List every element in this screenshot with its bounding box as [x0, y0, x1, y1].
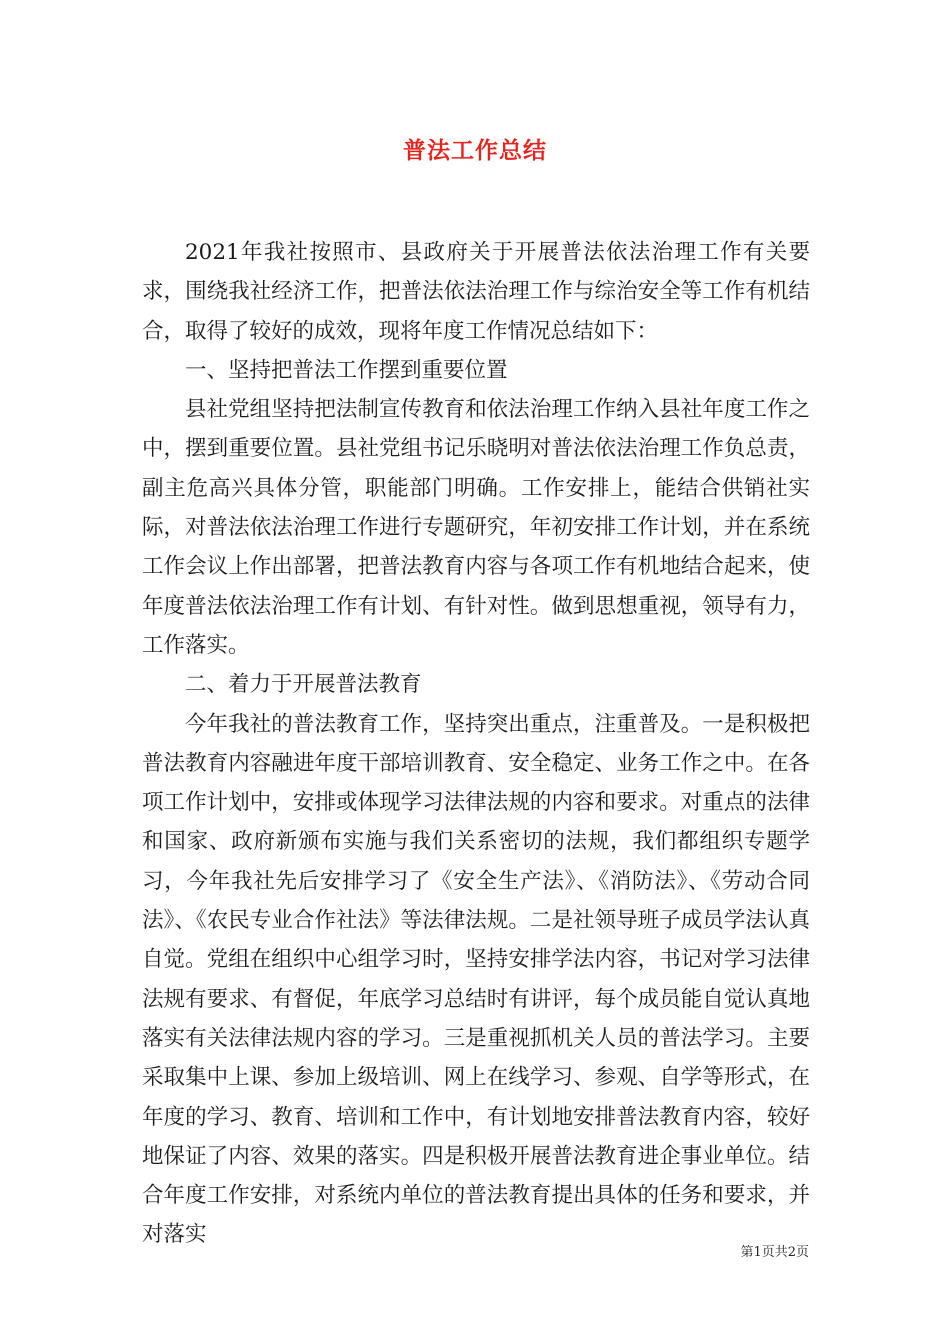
document-body: [142, 233, 810, 1255]
page-number: 第1页共2页: [740, 1245, 809, 1260]
section-paragraph-1: 县社党组坚持把法制宣传教育和依法治理工作纳入县社年度工作之中，摆到重要位置。县社党组书记乐晓明对普法依法治理工作负总责，副主危高兴具体分管，职能部门明确。工作安排上，能结合供销社实际，对普法依法治理工作进行专题研究，年初安排工作计划，并在系统工作会议上作出部署，把普法教育内容与各项工作有机地结合起来，使年度普法依法治理工作有计划、有针对性。做到思想重视，领导有力，工作落实。: [142, 397, 810, 658]
section-heading-2: 二、着力于开展普法教育: [185, 672, 422, 698]
intro-paragraph: 2021年我社按照市、县政府关于开展普法依法治理工作有关要求，围绕我社经济工作，把普法依法治理工作与综治安全等工作有机结合，取得了较好的成效，现将年度工作情况总结如下：: [142, 240, 810, 344]
section-paragraph-2: 今年我社的普法教育工作，坚持突出重点，注重普及。一是积极把普法教育内容融进年度干部培训教育、安全稳定、业务工作之中。在各项工作计划中，安排或体现学习法律法规的内容和要求。对重点的法律和国家、政府新颁布实施与我们关系密切的法规，我们都组织专题学习，今年我社先后安排学习了《安全生产法》、《消防法》、《劳动合同法》、《农民专业合作社法》等法律法规。二是社领导班子成员学法认真自觉。党组在组织中心组学习时，坚持安排学法内容，书记对学习法律法规有要求、有督促，年底学习总结时有讲评，每个成员能自觉认真地落实有关法律法规内容的学习。三是重视抓机关人员的普法学习。主要采取集中上课、参加上级培训、网上在线学习、参观、自学等形式，在年度的学习、教育、培训和工作中，有计划地安排普法教育内容，较好地保证了内容、效果的落实。四是积极开展普法教育进企事业单位。结合年度工作安排，对系统内单位的普法教育提出具体的任务和要求，并对落实: [142, 711, 810, 1248]
section-heading-1: 一、坚持把普法工作摆到重要位置: [185, 357, 508, 383]
document-title: 普法工作总结: [403, 137, 547, 164]
